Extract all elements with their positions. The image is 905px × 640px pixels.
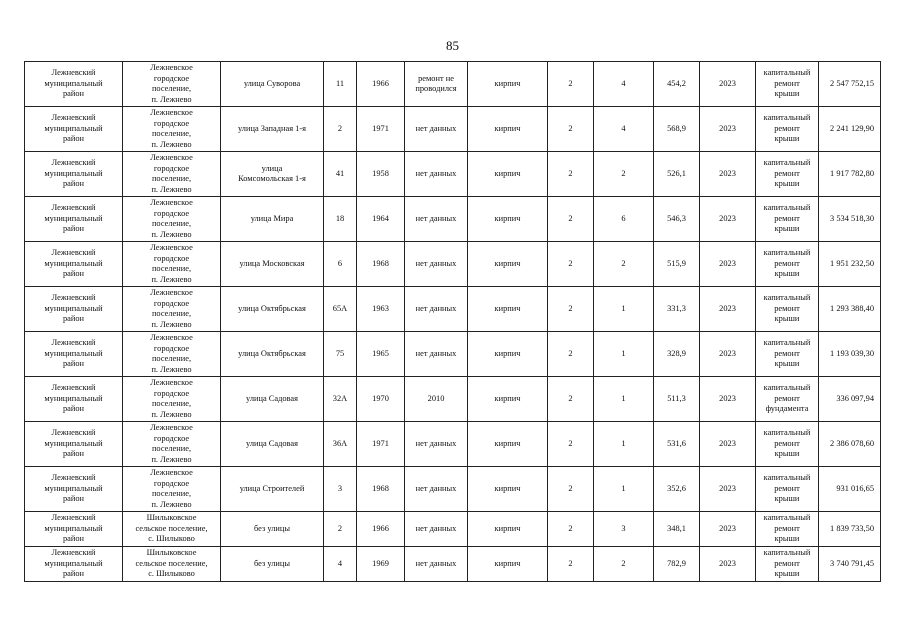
entrances-cell: 1: [594, 377, 654, 422]
street-cell: без улицы: [221, 512, 324, 547]
work-type-cell: капитальный ремонт крыши: [756, 422, 819, 467]
wall-material-cell: кирпич: [468, 332, 548, 377]
build-year-cell: 1971: [357, 107, 405, 152]
last-repair-cell: нет данных: [405, 547, 468, 582]
street-cell: улица Суворова: [221, 62, 324, 107]
build-year-cell: 1964: [357, 197, 405, 242]
house-number-cell: 2: [324, 107, 357, 152]
plan-year-cell: 2023: [700, 152, 756, 197]
build-year-cell: 1969: [357, 547, 405, 582]
street-cell: улица Московская: [221, 242, 324, 287]
work-type-cell: капитальный ремонт крыши: [756, 547, 819, 582]
district-cell: Лежневский муниципальный район: [25, 287, 123, 332]
wall-material-cell: кирпич: [468, 287, 548, 332]
settlement-cell: Шилыковское сельское поселение, с. Шилыково: [123, 512, 221, 547]
settlement-cell: Лежневское городское поселение, п. Лежнево: [123, 287, 221, 332]
street-cell: улица Садовая: [221, 377, 324, 422]
plan-year-cell: 2023: [700, 547, 756, 582]
area-cell: 782,9: [654, 547, 700, 582]
street-cell: улица Октябрьская: [221, 332, 324, 377]
cost-cell: 1 951 232,50: [819, 242, 881, 287]
work-type-cell: капитальный ремонт крыши: [756, 62, 819, 107]
table-row: [25, 107, 881, 152]
last-repair-cell: ремонт не проводился: [405, 62, 468, 107]
last-repair-cell: нет данных: [405, 197, 468, 242]
table-row: [25, 467, 881, 512]
wall-material-cell: кирпич: [468, 107, 548, 152]
area-cell: 568,9: [654, 107, 700, 152]
plan-year-cell: 2023: [700, 287, 756, 332]
work-type-cell: капитальный ремонт крыши: [756, 512, 819, 547]
build-year-cell: 1968: [357, 242, 405, 287]
cost-cell: 931 016,65: [819, 467, 881, 512]
street-cell: без улицы: [221, 547, 324, 582]
area-cell: 546,3: [654, 197, 700, 242]
cost-cell: 3 740 791,45: [819, 547, 881, 582]
last-repair-cell: 2010: [405, 377, 468, 422]
district-cell: Лежневский муниципальный район: [25, 422, 123, 467]
table-row: [25, 287, 881, 332]
house-number-cell: 4: [324, 547, 357, 582]
build-year-cell: 1966: [357, 512, 405, 547]
floors-cell: 2: [548, 422, 594, 467]
street-cell: улица Западная 1-я: [221, 107, 324, 152]
street-cell: улица Строителей: [221, 467, 324, 512]
work-type-cell: капитальный ремонт крыши: [756, 197, 819, 242]
wall-material-cell: кирпич: [468, 242, 548, 287]
plan-year-cell: 2023: [700, 242, 756, 287]
entrances-cell: 1: [594, 467, 654, 512]
house-number-cell: 3: [324, 467, 357, 512]
area-cell: 531,6: [654, 422, 700, 467]
district-cell: Лежневский муниципальный район: [25, 62, 123, 107]
floors-cell: 2: [548, 197, 594, 242]
floors-cell: 2: [548, 62, 594, 107]
district-cell: Лежневский муниципальный район: [25, 512, 123, 547]
entrances-cell: 1: [594, 332, 654, 377]
floors-cell: 2: [548, 242, 594, 287]
wall-material-cell: кирпич: [468, 62, 548, 107]
wall-material-cell: кирпич: [468, 547, 548, 582]
last-repair-cell: нет данных: [405, 332, 468, 377]
table-row: [25, 422, 881, 467]
page-number: 85: [446, 38, 459, 53]
wall-material-cell: кирпич: [468, 377, 548, 422]
house-number-cell: 75: [324, 332, 357, 377]
entrances-cell: 4: [594, 62, 654, 107]
district-cell: Лежневский муниципальный район: [25, 152, 123, 197]
settlement-cell: Лежневское городское поселение, п. Лежнево: [123, 107, 221, 152]
work-type-cell: капитальный ремонт крыши: [756, 152, 819, 197]
area-cell: 526,1: [654, 152, 700, 197]
house-number-cell: 6: [324, 242, 357, 287]
house-number-cell: 36А: [324, 422, 357, 467]
build-year-cell: 1970: [357, 377, 405, 422]
settlement-cell: Лежневское городское поселение, п. Лежнево: [123, 242, 221, 287]
wall-material-cell: кирпич: [468, 467, 548, 512]
floors-cell: 2: [548, 512, 594, 547]
cost-cell: 1 839 733,50: [819, 512, 881, 547]
area-cell: 331,3: [654, 287, 700, 332]
build-year-cell: 1963: [357, 287, 405, 332]
table-row: [25, 152, 881, 197]
build-year-cell: 1971: [357, 422, 405, 467]
wall-material-cell: кирпич: [468, 152, 548, 197]
settlement-cell: Лежневское городское поселение, п. Лежнево: [123, 152, 221, 197]
work-type-cell: капитальный ремонт крыши: [756, 467, 819, 512]
district-cell: Лежневский муниципальный район: [25, 467, 123, 512]
street-cell: улица Комсомольская 1-я: [221, 152, 324, 197]
house-number-cell: 2: [324, 512, 357, 547]
street-cell: улица Садовая: [221, 422, 324, 467]
plan-year-cell: 2023: [700, 422, 756, 467]
work-type-cell: капитальный ремонт крыши: [756, 287, 819, 332]
area-cell: 454,2: [654, 62, 700, 107]
house-number-cell: 32А: [324, 377, 357, 422]
wall-material-cell: кирпич: [468, 422, 548, 467]
last-repair-cell: нет данных: [405, 242, 468, 287]
table-row: [25, 242, 881, 287]
work-type-cell: капитальный ремонт крыши: [756, 242, 819, 287]
work-type-cell: капитальный ремонт фундамента: [756, 377, 819, 422]
build-year-cell: 1966: [357, 62, 405, 107]
plan-year-cell: 2023: [700, 512, 756, 547]
floors-cell: 2: [548, 377, 594, 422]
entrances-cell: 1: [594, 287, 654, 332]
district-cell: Лежневский муниципальный район: [25, 197, 123, 242]
entrances-cell: 3: [594, 512, 654, 547]
last-repair-cell: нет данных: [405, 107, 468, 152]
house-number-cell: 11: [324, 62, 357, 107]
cost-cell: 1 193 039,30: [819, 332, 881, 377]
table-row: [25, 547, 881, 582]
last-repair-cell: нет данных: [405, 422, 468, 467]
settlement-cell: Лежневское городское поселение, п. Лежнево: [123, 467, 221, 512]
table-row: [25, 377, 881, 422]
table-row: [25, 62, 881, 107]
cost-cell: 3 534 518,30: [819, 197, 881, 242]
plan-year-cell: 2023: [700, 197, 756, 242]
house-number-cell: 18: [324, 197, 357, 242]
entrances-cell: 2: [594, 547, 654, 582]
housing-repair-table: [24, 61, 881, 582]
settlement-cell: Лежневское городское поселение, п. Лежнево: [123, 332, 221, 377]
plan-year-cell: 2023: [700, 107, 756, 152]
last-repair-cell: нет данных: [405, 152, 468, 197]
floors-cell: 2: [548, 332, 594, 377]
entrances-cell: 6: [594, 197, 654, 242]
cost-cell: 2 547 752,15: [819, 62, 881, 107]
last-repair-cell: нет данных: [405, 512, 468, 547]
entrances-cell: 4: [594, 107, 654, 152]
cost-cell: 2 241 129,90: [819, 107, 881, 152]
settlement-cell: Лежневское городское поселение, п. Лежнево: [123, 377, 221, 422]
house-number-cell: 41: [324, 152, 357, 197]
cost-cell: 2 386 078,60: [819, 422, 881, 467]
wall-material-cell: кирпич: [468, 197, 548, 242]
floors-cell: 2: [548, 287, 594, 332]
table-row: [25, 197, 881, 242]
settlement-cell: Лежневское городское поселение, п. Лежнево: [123, 422, 221, 467]
area-cell: 515,9: [654, 242, 700, 287]
build-year-cell: 1965: [357, 332, 405, 377]
build-year-cell: 1958: [357, 152, 405, 197]
district-cell: Лежневский муниципальный район: [25, 377, 123, 422]
plan-year-cell: 2023: [700, 467, 756, 512]
table-row: [25, 512, 881, 547]
area-cell: 348,1: [654, 512, 700, 547]
settlement-cell: Шилыковское сельское поселение, с. Шилыково: [123, 547, 221, 582]
last-repair-cell: нет данных: [405, 287, 468, 332]
area-cell: 352,6: [654, 467, 700, 512]
entrances-cell: 2: [594, 152, 654, 197]
table-row: [25, 332, 881, 377]
district-cell: Лежневский муниципальный район: [25, 332, 123, 377]
last-repair-cell: нет данных: [405, 467, 468, 512]
floors-cell: 2: [548, 107, 594, 152]
cost-cell: 1 917 782,80: [819, 152, 881, 197]
cost-cell: 336 097,94: [819, 377, 881, 422]
area-cell: 328,9: [654, 332, 700, 377]
settlement-cell: Лежневское городское поселение, п. Лежнево: [123, 197, 221, 242]
district-cell: Лежневский муниципальный район: [25, 107, 123, 152]
district-cell: Лежневский муниципальный район: [25, 242, 123, 287]
street-cell: улица Октябрьская: [221, 287, 324, 332]
settlement-cell: Лежневское городское поселение, п. Лежнево: [123, 62, 221, 107]
wall-material-cell: кирпич: [468, 512, 548, 547]
house-number-cell: 65А: [324, 287, 357, 332]
district-cell: Лежневский муниципальный район: [25, 547, 123, 582]
plan-year-cell: 2023: [700, 62, 756, 107]
cost-cell: 1 293 388,40: [819, 287, 881, 332]
area-cell: 511,3: [654, 377, 700, 422]
floors-cell: 2: [548, 152, 594, 197]
floors-cell: 2: [548, 547, 594, 582]
build-year-cell: 1968: [357, 467, 405, 512]
entrances-cell: 1: [594, 422, 654, 467]
floors-cell: 2: [548, 467, 594, 512]
entrances-cell: 2: [594, 242, 654, 287]
street-cell: улица Мира: [221, 197, 324, 242]
plan-year-cell: 2023: [700, 377, 756, 422]
work-type-cell: капитальный ремонт крыши: [756, 332, 819, 377]
plan-year-cell: 2023: [700, 332, 756, 377]
work-type-cell: капитальный ремонт крыши: [756, 107, 819, 152]
